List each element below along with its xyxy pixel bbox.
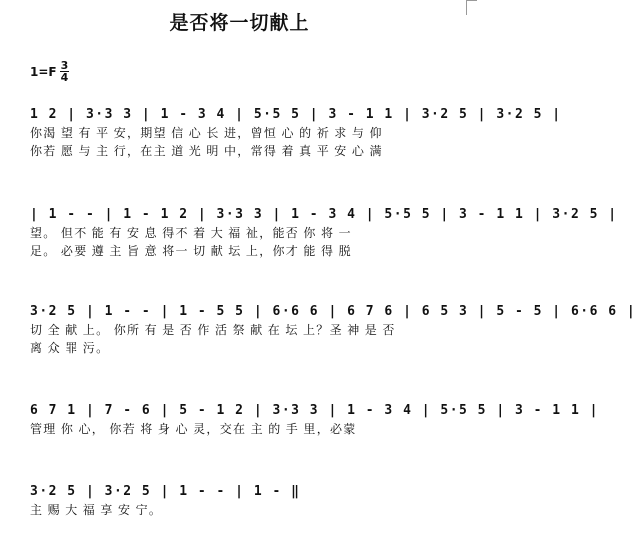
lyric-line: 你渴 望 有 平 安，期望 信 心 长 进，曾恒 心 的 祈 求 与 仰 bbox=[30, 126, 383, 140]
page-corner-mark bbox=[466, 0, 477, 15]
time-signature bbox=[60, 60, 70, 83]
lyric-line: 主 赐 大 福 享 安 宁。 bbox=[30, 503, 163, 517]
notation-line: 3·2 5 | 1 - - | 1 - 5 5 | 6·6 6 | 6 7 6 | 6 5 3 | 5 - 5 | 6·6 6 | bbox=[30, 303, 636, 319]
music-system-1 bbox=[30, 103, 562, 161]
lyric-line: 足。 必要 遵 主 旨 意 将一 切 献 坛 上，你才 能 得 脱 bbox=[30, 244, 352, 258]
lyric-line: 切 全 献 上。 你所 有 是 否 作 活 祭 献 在 坛 上？圣 神 是 否 bbox=[30, 323, 396, 337]
notation-line: 6 7 1 | 7 - 6 | 5 - 1 2 | 3·3 3 | 1 - 3 4 | 5·5 5 | 3 - 1 1 | bbox=[30, 402, 599, 418]
lyric-line: 离 众 罪 污。 bbox=[30, 341, 110, 355]
time-signature-top: 3 bbox=[60, 59, 69, 72]
music-system-3 bbox=[30, 300, 636, 358]
notation-line: 1 2 | 3·3 3 | 1 - 3 4 | 5·5 5 | 3 - 1 1 | 3·2 5 | 3·2 5 | bbox=[30, 106, 562, 122]
notation-line: | 1 - - | 1 - 1 2 | 3·3 3 | 1 - 3 4 | 5·5 5 | 3 - 1 1 | 3·2 5 | bbox=[30, 206, 618, 222]
key-signature bbox=[30, 60, 69, 83]
music-system-5 bbox=[30, 480, 460, 520]
page-title: 是否将一切献上 bbox=[169, 12, 310, 34]
lyric-line: 你若 愿 与 主 行，在主 道 光 明 中，常得 着 真 平 安 心 满 bbox=[30, 144, 383, 158]
lyric-line: 望。 但不 能 有 安 息 得不 着 大 福 祉，能否 你 将 一 bbox=[30, 226, 352, 240]
notation-line: 3·2 5 | 3·2 5 | 1 - - | 1 - ‖ bbox=[30, 483, 301, 499]
lyric-line: 管理 你 心， 你若 将 身 心 灵，交在 主 的 手 里，必蒙 bbox=[30, 422, 357, 436]
key-label: 1=F bbox=[30, 64, 57, 79]
music-system-2 bbox=[30, 203, 618, 261]
music-system-4 bbox=[30, 399, 599, 439]
time-signature-bottom: 4 bbox=[60, 71, 69, 84]
